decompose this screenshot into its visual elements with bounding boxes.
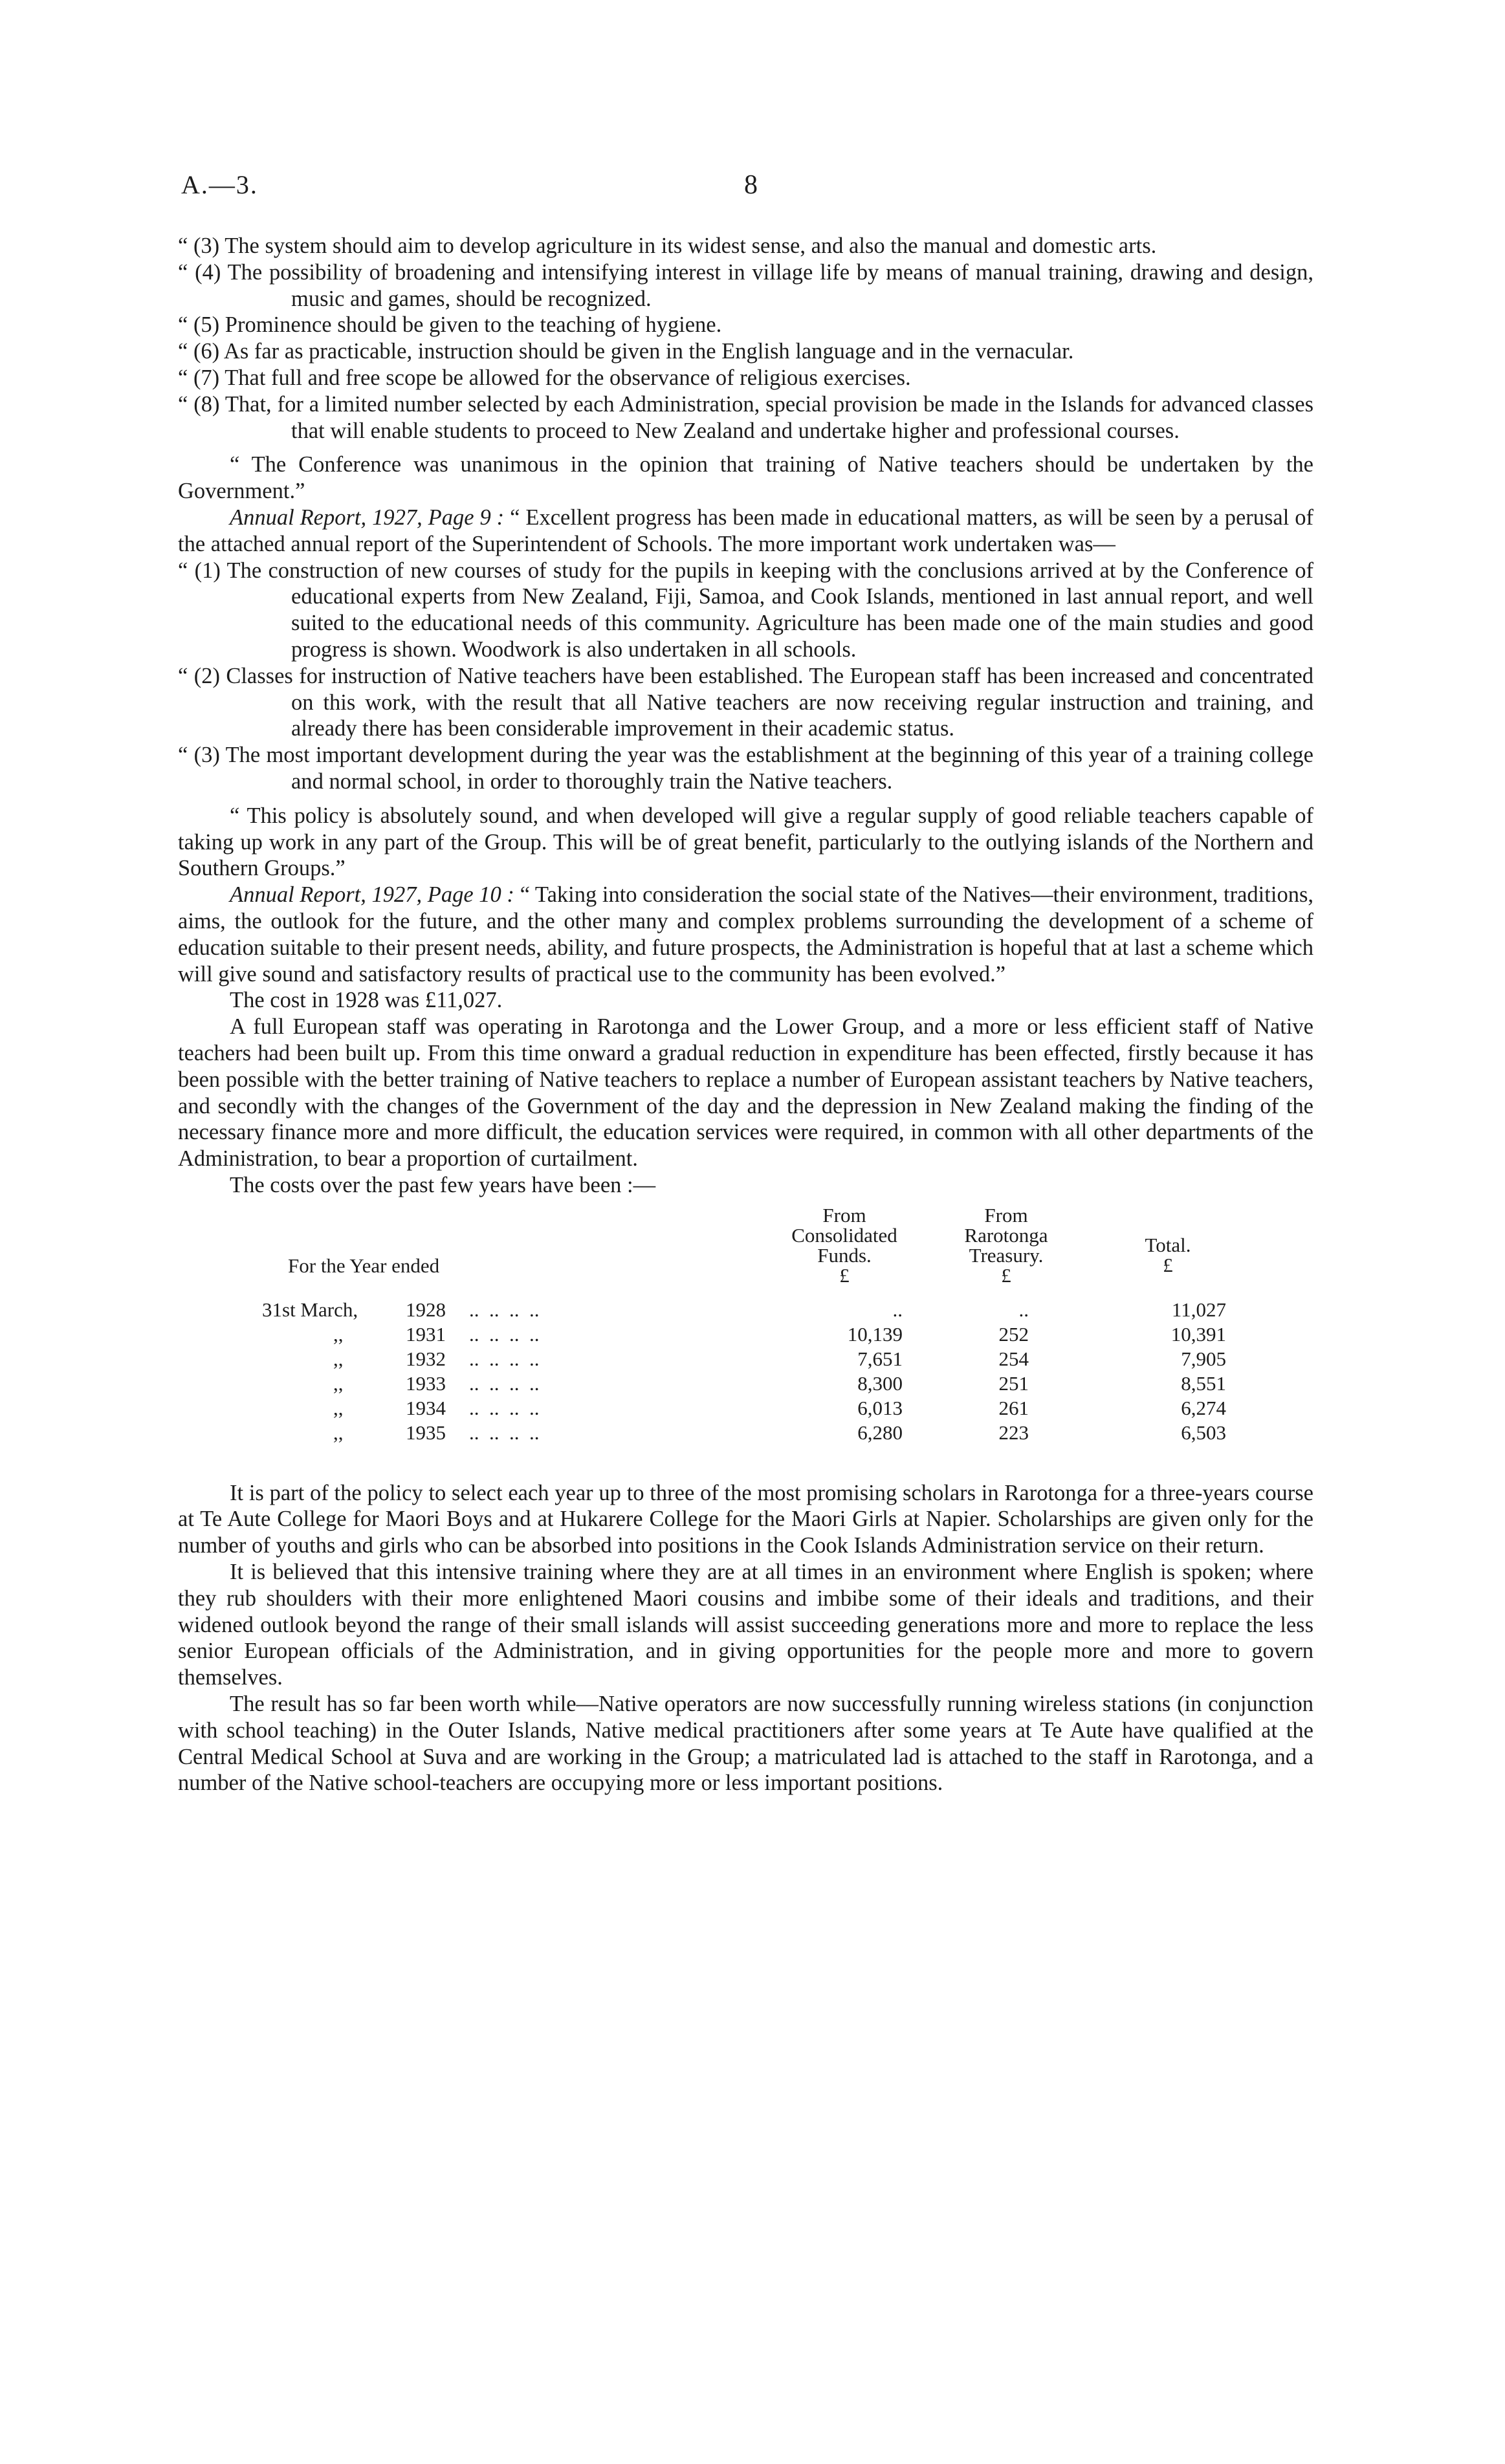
conference-items-list	[178, 233, 1313, 444]
row-leaders: .. .. .. ..	[469, 1371, 540, 1395]
row-prefix: ,,	[333, 1347, 344, 1370]
table-row	[178, 1297, 1313, 1320]
row-treasury: 251	[998, 1371, 1029, 1395]
list-item	[178, 338, 1313, 365]
row-year: 1933	[406, 1371, 446, 1395]
cost-table	[178, 1201, 1313, 1457]
document-body	[178, 233, 1313, 1796]
row-consolidated: 7,651	[857, 1347, 903, 1370]
list-item	[178, 365, 1313, 391]
column-header-total	[1110, 1235, 1226, 1275]
cost-1928-paragraph: The cost in 1928 was £11,027.	[230, 988, 503, 1013]
row-prefix: ,,	[333, 1396, 344, 1419]
list-item	[178, 558, 1313, 663]
staff-paragraph: A full European staff was operating in Rarotonga and the Lower Group, and a more or less efficient staff of Native teachers had been built up. From this time onward a gradual reduction in expenditure has been effected, firstly because it has been possible with the better training of Native teachers to replace a number of European assistant teachers by Native teachers, and secondly with the changes of the Government of the day and the depression in New Zealand making the finding of the necessary finance more and more difficult, the education services were required, in common with all other departments of the Administration, to bear a proportion of curtailment.	[178, 1014, 1313, 1172]
column-header-treasury	[935, 1205, 1077, 1285]
table-row	[178, 1322, 1313, 1345]
row-prefix: 31st March,	[262, 1298, 358, 1321]
row-prefix: ,,	[333, 1421, 344, 1444]
item-text: That full and free scope be allowed for the observance of religious exercises.	[225, 365, 911, 390]
item-number: “ (2)	[178, 663, 220, 688]
costs-intro-paragraph: The costs over the past few years have been :—	[230, 1172, 656, 1197]
row-year: 1935	[406, 1421, 446, 1444]
training-paragraph: It is believed that this intensive training where they are at all times in an environment where English is spoken; where they rub shoulders with their more enlightened Maori cousins and imbibe some of their ideals and traditions, and their widened outlook beyond the range of their small islands will assist succeeding generations more and more to replace the less senior European officials of the Administration, and in giving opportunities for the people more and more to govern themselves.	[178, 1560, 1313, 1690]
report-citation: Annual Report, 1927, Page 9 :	[230, 505, 505, 530]
header-line: From	[984, 1203, 1028, 1227]
list-item	[178, 312, 1313, 338]
header-line: From	[822, 1203, 866, 1227]
header-line: Funds.	[817, 1243, 872, 1267]
row-leaders: .. .. .. ..	[469, 1322, 540, 1346]
row-year: 1928	[406, 1298, 446, 1321]
item-number: “ (7)	[178, 365, 220, 390]
row-consolidated: 6,280	[857, 1421, 903, 1444]
report-text: “ Excellent progress has been made in educational matters, as will be seen by a perusal of the attached annual report of the Superintendent of Schools. The more important work undertaken was—	[178, 505, 1314, 556]
item-number: “ (1)	[178, 558, 221, 583]
result-paragraph: The result has so far been worth while—Native operators are now successfully running wireless stations (in conjunction with school teaching) in the Outer Islands, Native medical practitioners after some years at Te Aute have qualified at the Central Medical School at Suva and are working in the Group; a matriculated lad is attached to the staff in Rarotonga, and a number of the Native school-teachers are occupying more or less important positions.	[178, 1692, 1313, 1796]
row-total: 11,027	[1171, 1298, 1226, 1321]
header-line: £	[1001, 1263, 1011, 1287]
row-total: 8,551	[1181, 1371, 1226, 1395]
item-number: “ (3)	[178, 234, 220, 258]
header-line: £	[839, 1263, 850, 1287]
row-consolidated: 8,300	[857, 1371, 903, 1395]
row-treasury: ..	[1018, 1298, 1029, 1321]
item-text: As far as practicable, instruction should be given in the English language and in the vernacular.	[223, 339, 1074, 364]
table-row	[178, 1346, 1313, 1369]
page-header	[181, 169, 1320, 208]
row-total: 7,905	[1181, 1347, 1226, 1370]
report-text: “ Taking into consideration the social state of the Natives—their environment, traditions, aims, the outlook for the future, and the other many and complex problems surrounding the development of a scheme of education suitable to their present needs, ability, and future prospects, the Administration is hopeful that at last a scheme which will give sound and satisfactory results of practical use to the community has been evolved.”	[178, 882, 1313, 987]
row-total: 10,391	[1170, 1322, 1226, 1346]
row-total: 6,503	[1181, 1421, 1226, 1444]
item-text: Classes for instruction of Native teachers have been established. The European staff has been increased and concentrated on this work, with the result that all Native teachers are now receiving regular instruction and training, and already there has been considerable improvement in their academic status.	[226, 663, 1313, 741]
list-item	[178, 391, 1313, 444]
row-year: 1934	[406, 1396, 446, 1419]
table-row	[178, 1420, 1313, 1443]
item-text: The possibility of broadening and intensifying interest in village life by means of manual training, drawing and design, music and games, should be recognized.	[227, 259, 1313, 311]
scholars-paragraph: It is part of the policy to select each year up to three of the most promising scholars in Rarotonga for a three-years course at Te Aute College for Maori Boys and at Hukarere College for the Maori Girls at Napier. Scholarships are given only for the number of youths and girls who can be absorbed into positions in the Cook Islands Administration service on their return.	[178, 1480, 1313, 1558]
policy-paragraph: “ This policy is absolutely sound, and when developed will give a regular supply of good reliable teachers capable of taking up work in any part of the Group. This will be of great benefit, particularly to the outlying islands of the Northern and Southern Groups.”	[178, 803, 1313, 881]
table-row	[178, 1395, 1313, 1419]
list-item	[178, 663, 1313, 742]
row-total: 6,274	[1181, 1396, 1226, 1419]
item-number: “ (3)	[178, 743, 220, 768]
row-prefix: ,,	[333, 1371, 344, 1395]
item-number: “ (5)	[178, 312, 220, 338]
header-line: Rarotonga	[964, 1223, 1048, 1247]
row-year: 1932	[406, 1347, 446, 1370]
page-number: 8	[744, 170, 758, 200]
header-line: Total.	[1145, 1233, 1191, 1256]
report-1927-page-9-paragraph	[178, 505, 1313, 558]
item-text: Prominence should be given to the teaching of hygiene.	[225, 312, 722, 338]
report-citation: Annual Report, 1927, Page 10 :	[230, 882, 514, 908]
item-text: The system should aim to develop agriculture in its widest sense, and also the manual and domestic arts.	[225, 234, 1157, 258]
row-leaders: .. .. .. ..	[469, 1396, 540, 1419]
item-number: “ (8)	[178, 391, 220, 417]
list-item	[178, 259, 1313, 312]
row-consolidated: 6,013	[857, 1396, 903, 1419]
row-treasury: 252	[998, 1322, 1029, 1346]
row-leaders: .. .. .. ..	[469, 1347, 540, 1370]
row-treasury: 261	[998, 1396, 1029, 1419]
row-consolidated: 10,139	[847, 1322, 903, 1346]
list-item	[178, 233, 1313, 259]
item-text: The most important development during the year was the establishment at the beginning of this year of a training college and normal school, in order to thoroughly train the Native teachers.	[225, 743, 1313, 794]
item-number: “ (4)	[178, 259, 221, 285]
conference-conclusion-paragraph: “ The Conference was unanimous in the opinion that training of Native teachers should be undertaken by the Government.”	[178, 452, 1313, 504]
column-header-year: For the Year ended	[288, 1254, 440, 1277]
row-treasury: 254	[998, 1347, 1029, 1370]
header-line: Consolidated	[791, 1223, 897, 1247]
item-text: That, for a limited number selected by each Administration, special provision be made in the Islands for advanced classes that will enable students to proceed to New Zealand and undertake higher and professional courses.	[225, 391, 1313, 443]
row-treasury: 223	[998, 1421, 1029, 1444]
row-leaders: .. .. .. ..	[469, 1298, 540, 1321]
row-consolidated: ..	[892, 1298, 903, 1321]
list-item	[178, 742, 1313, 795]
item-text: The construction of new courses of study for the pupils in keeping with the conclusions arrived at by the Conference of educational experts from New Zealand, Fiji, Samoa, and Cook Islands, mentioned in last annual report, and well suited to the educational needs of this community. Agriculture has been made one of the main studies and good progress is shown. Woodwork is also undertaken in all schools.	[226, 558, 1313, 662]
table-row	[178, 1371, 1313, 1394]
document-reference: A.—3.	[181, 170, 258, 199]
column-header-consolidated	[770, 1205, 919, 1285]
header-line: £	[1163, 1253, 1173, 1276]
row-leaders: .. .. .. ..	[469, 1421, 540, 1444]
work-items-list	[178, 558, 1313, 795]
report-1927-page-10-paragraph	[178, 882, 1313, 987]
header-line: Treasury.	[969, 1243, 1044, 1267]
row-year: 1931	[406, 1322, 446, 1346]
row-prefix: ,,	[333, 1322, 344, 1346]
item-number: “ (6)	[178, 339, 220, 364]
